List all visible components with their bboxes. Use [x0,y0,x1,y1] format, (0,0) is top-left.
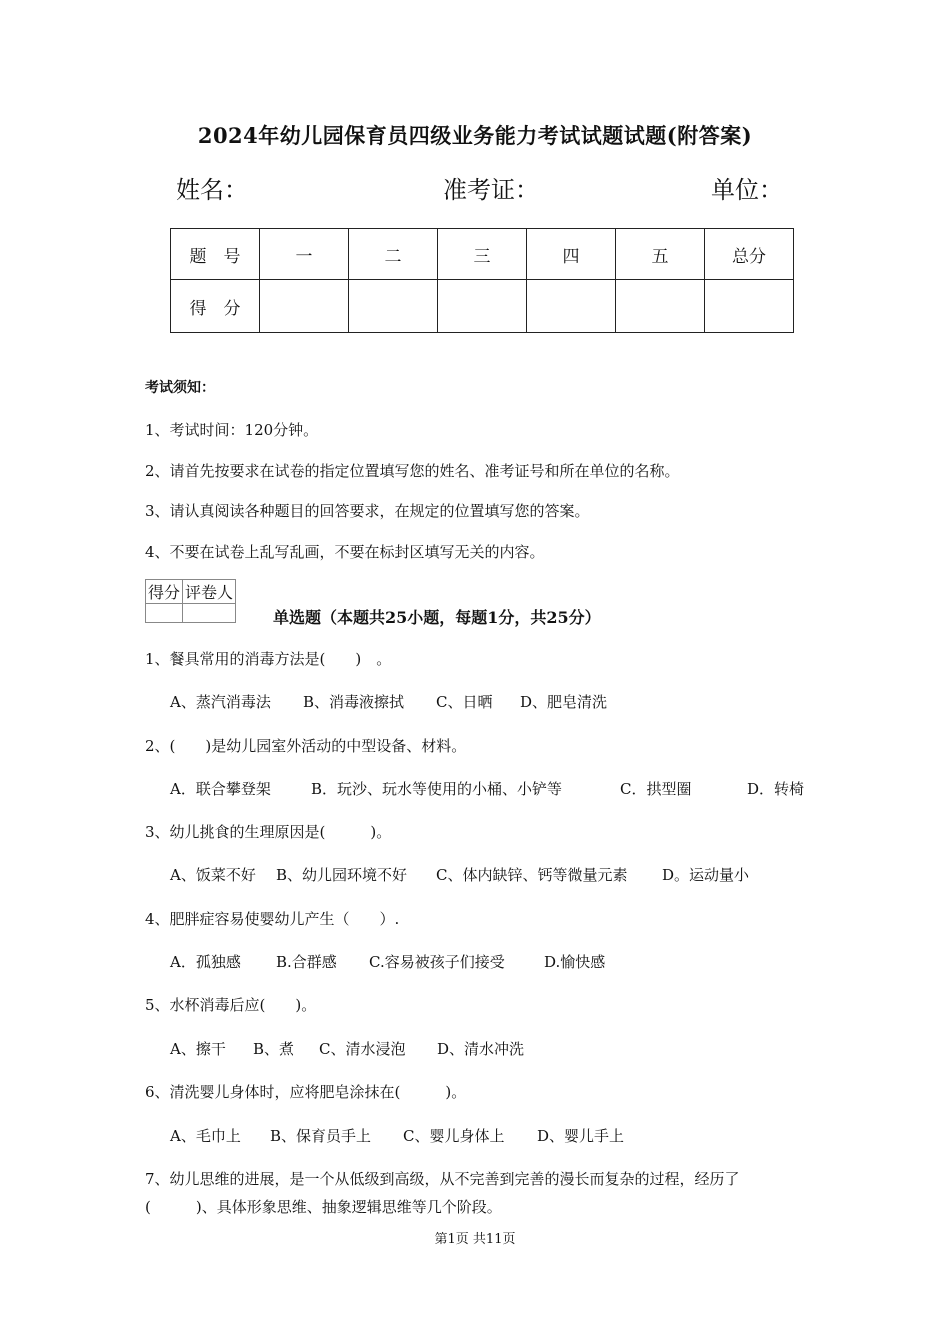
option[interactable]: C、婴儿身体上 [403,1127,505,1145]
option[interactable]: B、煮 [253,1040,295,1058]
notice-item: 2、请首先按要求在试卷的指定位置填写您的姓名、准考证号和所在单位的名称。 [145,462,680,480]
option[interactable]: B.合群感 [276,953,337,971]
grader-reviewer-label: 评卷人 [183,580,236,604]
option[interactable]: A、毛巾上 [170,1127,241,1145]
score-cell[interactable] [349,280,438,333]
grader-box [145,579,236,623]
option[interactable]: B、保育员手上 [270,1127,372,1145]
score-header-cell: 题 号 [171,229,260,280]
option[interactable]: D。运动量小 [662,866,750,884]
option[interactable]: A、擦干 [170,1040,226,1058]
option[interactable]: D、清水冲洗 [437,1040,525,1058]
question-3: 3、幼儿挑食的生理原因是( )。 [145,823,392,841]
option[interactable]: C、清水浸泡 [319,1040,406,1058]
question-2: 2、( )是幼儿园室外活动的中型设备、材料。 [145,737,467,755]
page-title: 2024年幼儿园保育员四级业务能力考试试题试题(附答案) [197,123,753,148]
score-cell[interactable] [616,280,705,333]
score-cell[interactable] [705,280,794,333]
option[interactable]: C．拱型圈 [620,780,692,798]
score-cell[interactable] [260,280,349,333]
notice-item: 4、不要在试卷上乱写乱画，不要在标封区填写无关的内容。 [145,543,545,561]
name-label: 姓名： [176,176,248,204]
option[interactable]: A、饭菜不好 [170,866,256,884]
score-cell[interactable] [438,280,527,333]
option[interactable]: A、蒸汽消毒法 [170,693,271,711]
option[interactable]: C、日晒 [436,693,493,711]
option[interactable]: C、体内缺锌、钙等微量元素 [436,866,628,884]
score-header-cell: 四 [527,229,616,280]
score-header-cell: 总分 [705,229,794,280]
option[interactable]: A．联合攀登架 [170,780,271,798]
notice-item: 3、请认真阅读各种题目的回答要求，在规定的位置填写您的答案。 [145,502,590,520]
option[interactable]: D.愉快感 [544,953,606,971]
score-table-header-row [171,229,794,280]
score-header-cell: 一 [260,229,349,280]
question-6-options [170,1125,624,1146]
option[interactable]: B．玩沙、玩水等使用的小桶、小铲等 [311,780,563,798]
question-6: 6、清洗婴儿身体时，应将肥皂涂抹在( )。 [145,1083,467,1101]
question-4-options [170,951,605,972]
option[interactable]: B、消毒液擦拭 [303,693,405,711]
grader-score-cell[interactable] [146,604,183,623]
score-cell[interactable] [527,280,616,333]
score-header-cell: 二 [349,229,438,280]
question-1: 1、餐具常用的消毒方法是( ) 。 [145,650,392,668]
question-4: 4、肥胖症容易使婴幼儿产生（ ）. [145,910,400,928]
option[interactable]: C.容易被孩子们接受 [369,953,505,971]
option[interactable]: D．转椅 [747,780,805,798]
grader-score-label: 得分 [146,580,183,604]
option[interactable]: D、婴儿手上 [537,1127,625,1145]
option[interactable]: D、肥皂清洗 [520,693,608,711]
section-title: 单选题（本题共25小题，每题1分，共25分） [273,608,601,627]
notice-heading: 考试须知： [145,380,215,396]
question-2-options [170,778,804,799]
score-table-score-row [171,280,794,333]
question-7-line-2: ( )、具体形象思维、抽象逻辑思维等几个阶段。 [145,1198,502,1216]
score-header-cell: 三 [438,229,527,280]
score-row-label: 得 分 [171,280,260,333]
exam-number-label: 准考证： [443,176,539,204]
notice-item: 1、考试时间：120分钟。 [145,421,319,439]
question-3-options [170,864,749,885]
unit-label: 单位： [711,176,783,204]
question-5: 5、水杯消毒后应( )。 [145,996,317,1014]
option[interactable]: B、幼儿园环境不好 [276,866,408,884]
score-table [170,228,794,333]
question-7-line-1: 7、幼儿思维的进展，是一个从低级到高级，从不完善到完善的漫长而复杂的过程，经历了 [145,1170,740,1188]
grader-reviewer-cell[interactable] [183,604,236,623]
question-5-options [170,1038,524,1059]
score-header-cell: 五 [616,229,705,280]
page-footer: 第1页 共11页 [434,1232,516,1247]
option[interactable]: A．孤独感 [170,953,241,971]
question-1-options [170,691,607,712]
